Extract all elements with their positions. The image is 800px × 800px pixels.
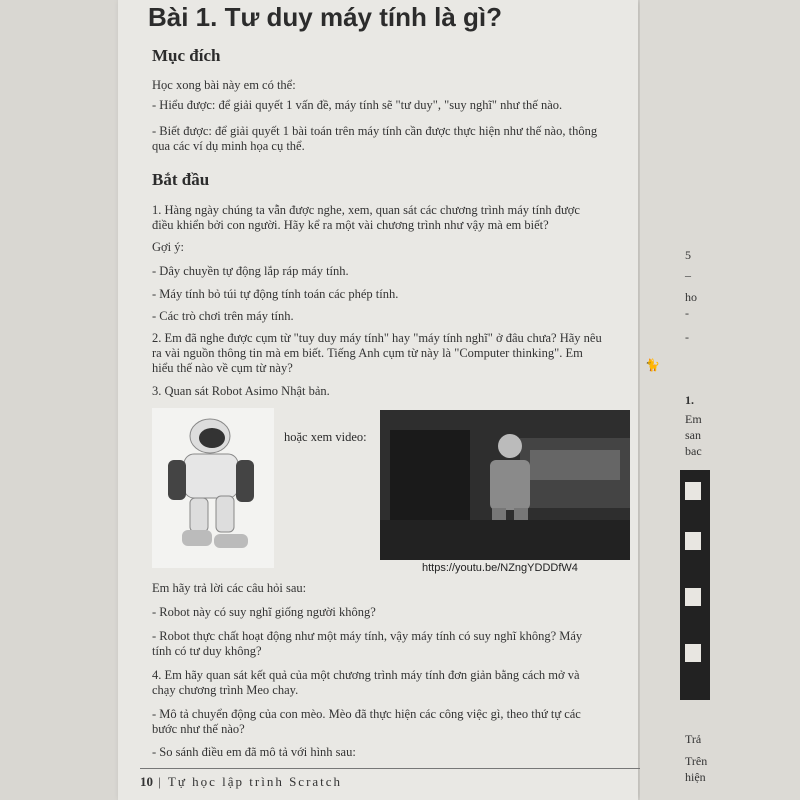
question-4: 4. Em hãy quan sát kết quả của một chương trình máy tính đơn giản bằng cách mở và <box>152 668 580 682</box>
intro-text: Học xong bài này em có thể: <box>152 78 296 92</box>
video-url[interactable]: https://youtu.be/NZngYDDDfW4 <box>422 562 578 574</box>
footer-rule <box>140 768 640 769</box>
section-heading-purpose: Mục đích <box>152 46 221 65</box>
page-number: 10 <box>140 774 153 789</box>
filmstrip-illustration <box>680 470 710 700</box>
adjacent-text: san <box>685 428 701 442</box>
question-3: 3. Quan sát Robot Asimo Nhật bản. <box>152 384 330 398</box>
question-4-cont: chạy chương trình Meo chay. <box>152 683 299 697</box>
adjacent-text: - <box>685 330 689 344</box>
question-2: 2. Em đã nghe được cụm từ "tuy duy máy tính" hay "máy tính nghĩ" ở đâu chưa? Hãy nêu <box>152 331 602 345</box>
adjacent-text: 5 <box>685 248 691 262</box>
objective-1: - Hiểu được: để giải quyết 1 vấn đề, máy tính sẽ "tư duy", "suy nghĩ" như thế nào. <box>152 98 563 112</box>
book-title: Tự học lập trình Scratch <box>167 774 343 789</box>
adjacent-text: ho <box>685 290 697 304</box>
answer-question-cont: tính có tư duy không? <box>152 644 262 658</box>
question-2-cont: ra vài nguồn thông tin mà em biết. Tiếng Anh cụm từ này là "Computer thinking". Em <box>152 346 583 360</box>
question-1: 1. Hàng ngày chúng ta vẫn được nghe, xem, quan sát các chương trình máy tính được <box>152 203 580 217</box>
question-4-item-cont: bước như thế nào? <box>152 722 245 736</box>
objective-2: - Biết được: để giải quyết 1 bài toán trên máy tính cần được thực hiện như thế nào, thông <box>152 124 598 138</box>
answer-intro: Em hãy trả lời các câu hỏi sau: <box>152 581 307 595</box>
adjacent-page <box>640 0 800 800</box>
objective-2-cont: qua các ví dụ minh họa cụ thể. <box>152 139 305 153</box>
hint-label: Gợi ý: <box>152 240 184 254</box>
question-4-item: - Mô tả chuyển động của con mèo. Mèo đã thực hiện các công việc gì, theo thứ tự các <box>152 707 581 721</box>
question-4-item: - So sánh điều em đã mô tả với hình sau: <box>152 745 356 759</box>
section-heading-start: Bắt đầu <box>152 170 210 189</box>
video-thumbnail[interactable] <box>380 410 630 560</box>
adjacent-text: hiện <box>685 770 706 784</box>
adjacent-text: 1. <box>685 393 694 407</box>
question-1-cont: điều khiển bởi con người. Hãy kể ra một vài chương trình như vậy mà em biết? <box>152 218 549 232</box>
lesson-title: Bài 1. Tư duy máy tính là gì? <box>148 2 502 32</box>
adjacent-text: Trên <box>685 754 708 768</box>
page-footer: 10 | Tự học lập trình Scratch <box>140 774 343 789</box>
hint-item: - Máy tính bỏ túi tự động tính toán các phép tính. <box>152 287 399 301</box>
answer-question: - Robot này có suy nghĩ giống người không? <box>152 605 376 619</box>
hint-item: - Các trò chơi trên máy tính. <box>152 309 294 323</box>
adjacent-text: Em <box>685 412 702 426</box>
adjacent-text: bac <box>685 444 702 458</box>
answer-question: - Robot thực chất hoạt động như một máy tính, vậy máy tính có suy nghĩ không? Máy <box>152 629 583 643</box>
cat-icon: 🐈 <box>645 358 660 372</box>
video-label: hoặc xem video: <box>284 430 367 444</box>
adjacent-text: – <box>685 268 691 282</box>
hint-item: - Dây chuyền tự động lắp ráp máy tính. <box>152 264 349 278</box>
adjacent-text: - <box>685 306 689 320</box>
adjacent-text: Trả <box>685 732 702 746</box>
question-2-cont: hiểu thế nào về cụm từ này? <box>152 361 293 375</box>
asimo-robot-photo <box>152 408 274 568</box>
